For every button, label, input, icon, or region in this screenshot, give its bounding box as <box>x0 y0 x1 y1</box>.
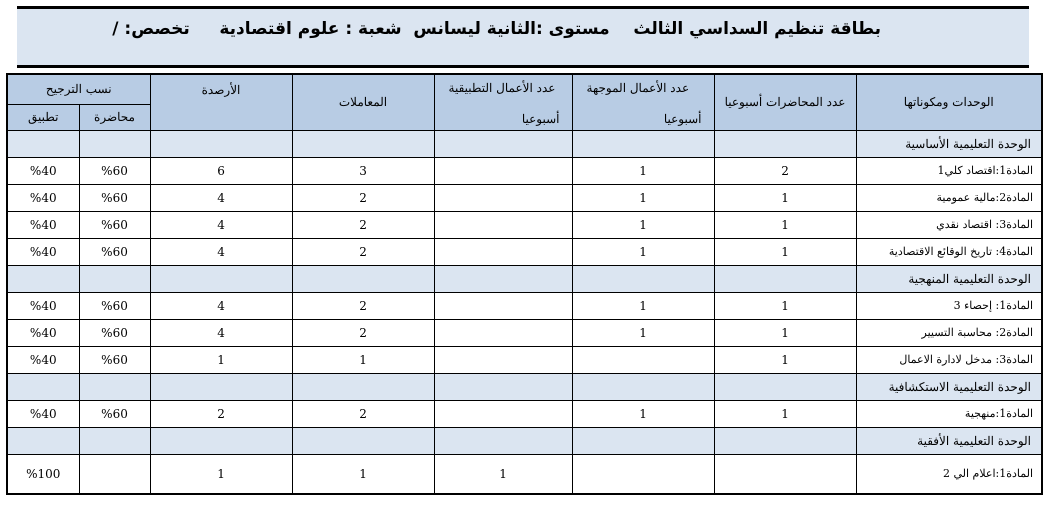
applied-work-cell: 1 <box>434 454 572 494</box>
lectures-cell <box>714 454 856 494</box>
table-row <box>7 211 1042 238</box>
applied-weight-cell: %40 <box>7 184 79 211</box>
applied-work-cell <box>434 184 572 211</box>
subject-name: المادة1: إحصاء 3 <box>856 292 1042 319</box>
credits-cell: 1 <box>150 346 292 373</box>
applied-weight-cell: %40 <box>7 400 79 427</box>
section-name: الوحدة التعليمية الأفقية <box>856 427 1042 454</box>
lectures-cell: 1 <box>714 238 856 265</box>
subject-name: المادة3: مدخل لادارة الاعمال <box>856 346 1042 373</box>
directed-work-cell: 1 <box>572 400 714 427</box>
applied-weight-cell: %40 <box>7 346 79 373</box>
applied-work-cell <box>434 319 572 346</box>
applied-work-cell <box>434 292 572 319</box>
lecture-weight-cell: %60 <box>79 211 150 238</box>
lectures-cell: 1 <box>714 400 856 427</box>
table-row <box>7 400 1042 427</box>
subject-name: المادة2:مالية عمومية <box>856 184 1042 211</box>
directed-work-cell: 1 <box>572 211 714 238</box>
header-applied-work <box>434 74 572 130</box>
lecture-weight-cell: %60 <box>79 319 150 346</box>
subject-name: المادة2: محاسبة التسيير <box>856 319 1042 346</box>
header-lectures: عدد المحاضرات أسبوعيا <box>714 74 856 130</box>
applied-weight-cell: %40 <box>7 211 79 238</box>
page-title: بطاقة تنظيم السداسي الثالث مستوى :الثانية ليسانس شعبة : علوم اقتصادية تخصص: / <box>112 19 881 39</box>
lectures-cell: 1 <box>714 211 856 238</box>
applied-work-cell <box>434 400 572 427</box>
credits-cell: 4 <box>150 238 292 265</box>
section-name: الوحدة التعليمية الأساسية <box>856 130 1042 157</box>
section-name: الوحدة التعليمية الاستكشافية <box>856 373 1042 400</box>
lectures-cell: 1 <box>714 292 856 319</box>
lecture-weight-cell: %60 <box>79 346 150 373</box>
lecture-weight-cell: %60 <box>79 400 150 427</box>
coefficient-cell: 2 <box>292 400 434 427</box>
coefficient-cell: 2 <box>292 292 434 319</box>
table-row <box>7 292 1042 319</box>
header-weighting: نسب الترجيح <box>7 74 150 104</box>
coefficient-cell: 2 <box>292 184 434 211</box>
header-applied-work-line1: عدد الأعمال التطبيقية <box>448 81 556 95</box>
organization-table <box>6 73 1043 495</box>
section-name: الوحدة التعليمية المنهجية <box>856 265 1042 292</box>
header-directed-work-line2: أسبوعيا <box>663 111 702 126</box>
table-row <box>7 157 1042 184</box>
lecture-weight-cell <box>79 454 150 494</box>
subject-name: المادة1:اقتصاد كلي1 <box>856 157 1042 184</box>
table-row <box>7 184 1042 211</box>
subject-name: المادة3: اقتصاد نقدي <box>856 211 1042 238</box>
section-row <box>7 265 1042 292</box>
header-credits: الأرصدة <box>150 74 292 130</box>
coefficient-cell: 3 <box>292 157 434 184</box>
directed-work-cell <box>572 454 714 494</box>
header-applied-weight: تطبيق <box>7 104 79 130</box>
header-coefficients: المعاملات <box>292 74 434 130</box>
credits-cell: 2 <box>150 400 292 427</box>
directed-work-cell: 1 <box>572 238 714 265</box>
applied-work-cell <box>434 157 572 184</box>
header-directed-work <box>572 74 714 130</box>
lecture-weight-cell: %60 <box>79 238 150 265</box>
subject-name: المادة1:اعلام الي 2 <box>856 454 1042 494</box>
credits-cell: 4 <box>150 319 292 346</box>
table-row <box>7 238 1042 265</box>
coefficient-cell: 2 <box>292 319 434 346</box>
section-row <box>7 427 1042 454</box>
coefficient-cell: 1 <box>292 454 434 494</box>
credits-cell: 4 <box>150 292 292 319</box>
applied-work-cell <box>434 346 572 373</box>
lectures-cell: 1 <box>714 319 856 346</box>
lecture-weight-cell: %60 <box>79 292 150 319</box>
credits-cell: 4 <box>150 211 292 238</box>
credits-cell: 4 <box>150 184 292 211</box>
applied-weight-cell: %40 <box>7 292 79 319</box>
credits-cell: 6 <box>150 157 292 184</box>
subject-name: المادة1:منهجية <box>856 400 1042 427</box>
title-banner <box>17 6 1029 68</box>
applied-weight-cell: %40 <box>7 319 79 346</box>
directed-work-cell: 1 <box>572 184 714 211</box>
header-lecture-weight: محاضرة <box>79 104 150 130</box>
table-row <box>7 319 1042 346</box>
lecture-weight-cell: %60 <box>79 184 150 211</box>
directed-work-cell: 1 <box>572 319 714 346</box>
table-row <box>7 346 1042 373</box>
lectures-cell: 2 <box>714 157 856 184</box>
lecture-weight-cell: %60 <box>79 157 150 184</box>
header-directed-work-line1: عدد الأعمال الموجهة <box>586 81 690 95</box>
applied-work-cell <box>434 238 572 265</box>
applied-weight-cell: %100 <box>7 454 79 494</box>
applied-weight-cell: %40 <box>7 157 79 184</box>
coefficient-cell: 2 <box>292 211 434 238</box>
coefficient-cell: 2 <box>292 238 434 265</box>
section-row <box>7 130 1042 157</box>
directed-work-cell: 1 <box>572 157 714 184</box>
directed-work-cell: 1 <box>572 292 714 319</box>
applied-weight-cell: %40 <box>7 238 79 265</box>
table-row <box>7 454 1042 494</box>
section-row <box>7 373 1042 400</box>
directed-work-cell <box>572 346 714 373</box>
subject-name: المادة4: تاريخ الوقائع الاقتصادية <box>856 238 1042 265</box>
lectures-cell: 1 <box>714 184 856 211</box>
header-applied-work-line2: أسبوعيا <box>521 111 560 126</box>
lectures-cell: 1 <box>714 346 856 373</box>
header-units: الوحدات ومكوناتها <box>856 74 1042 130</box>
applied-work-cell <box>434 211 572 238</box>
credits-cell: 1 <box>150 454 292 494</box>
coefficient-cell: 1 <box>292 346 434 373</box>
